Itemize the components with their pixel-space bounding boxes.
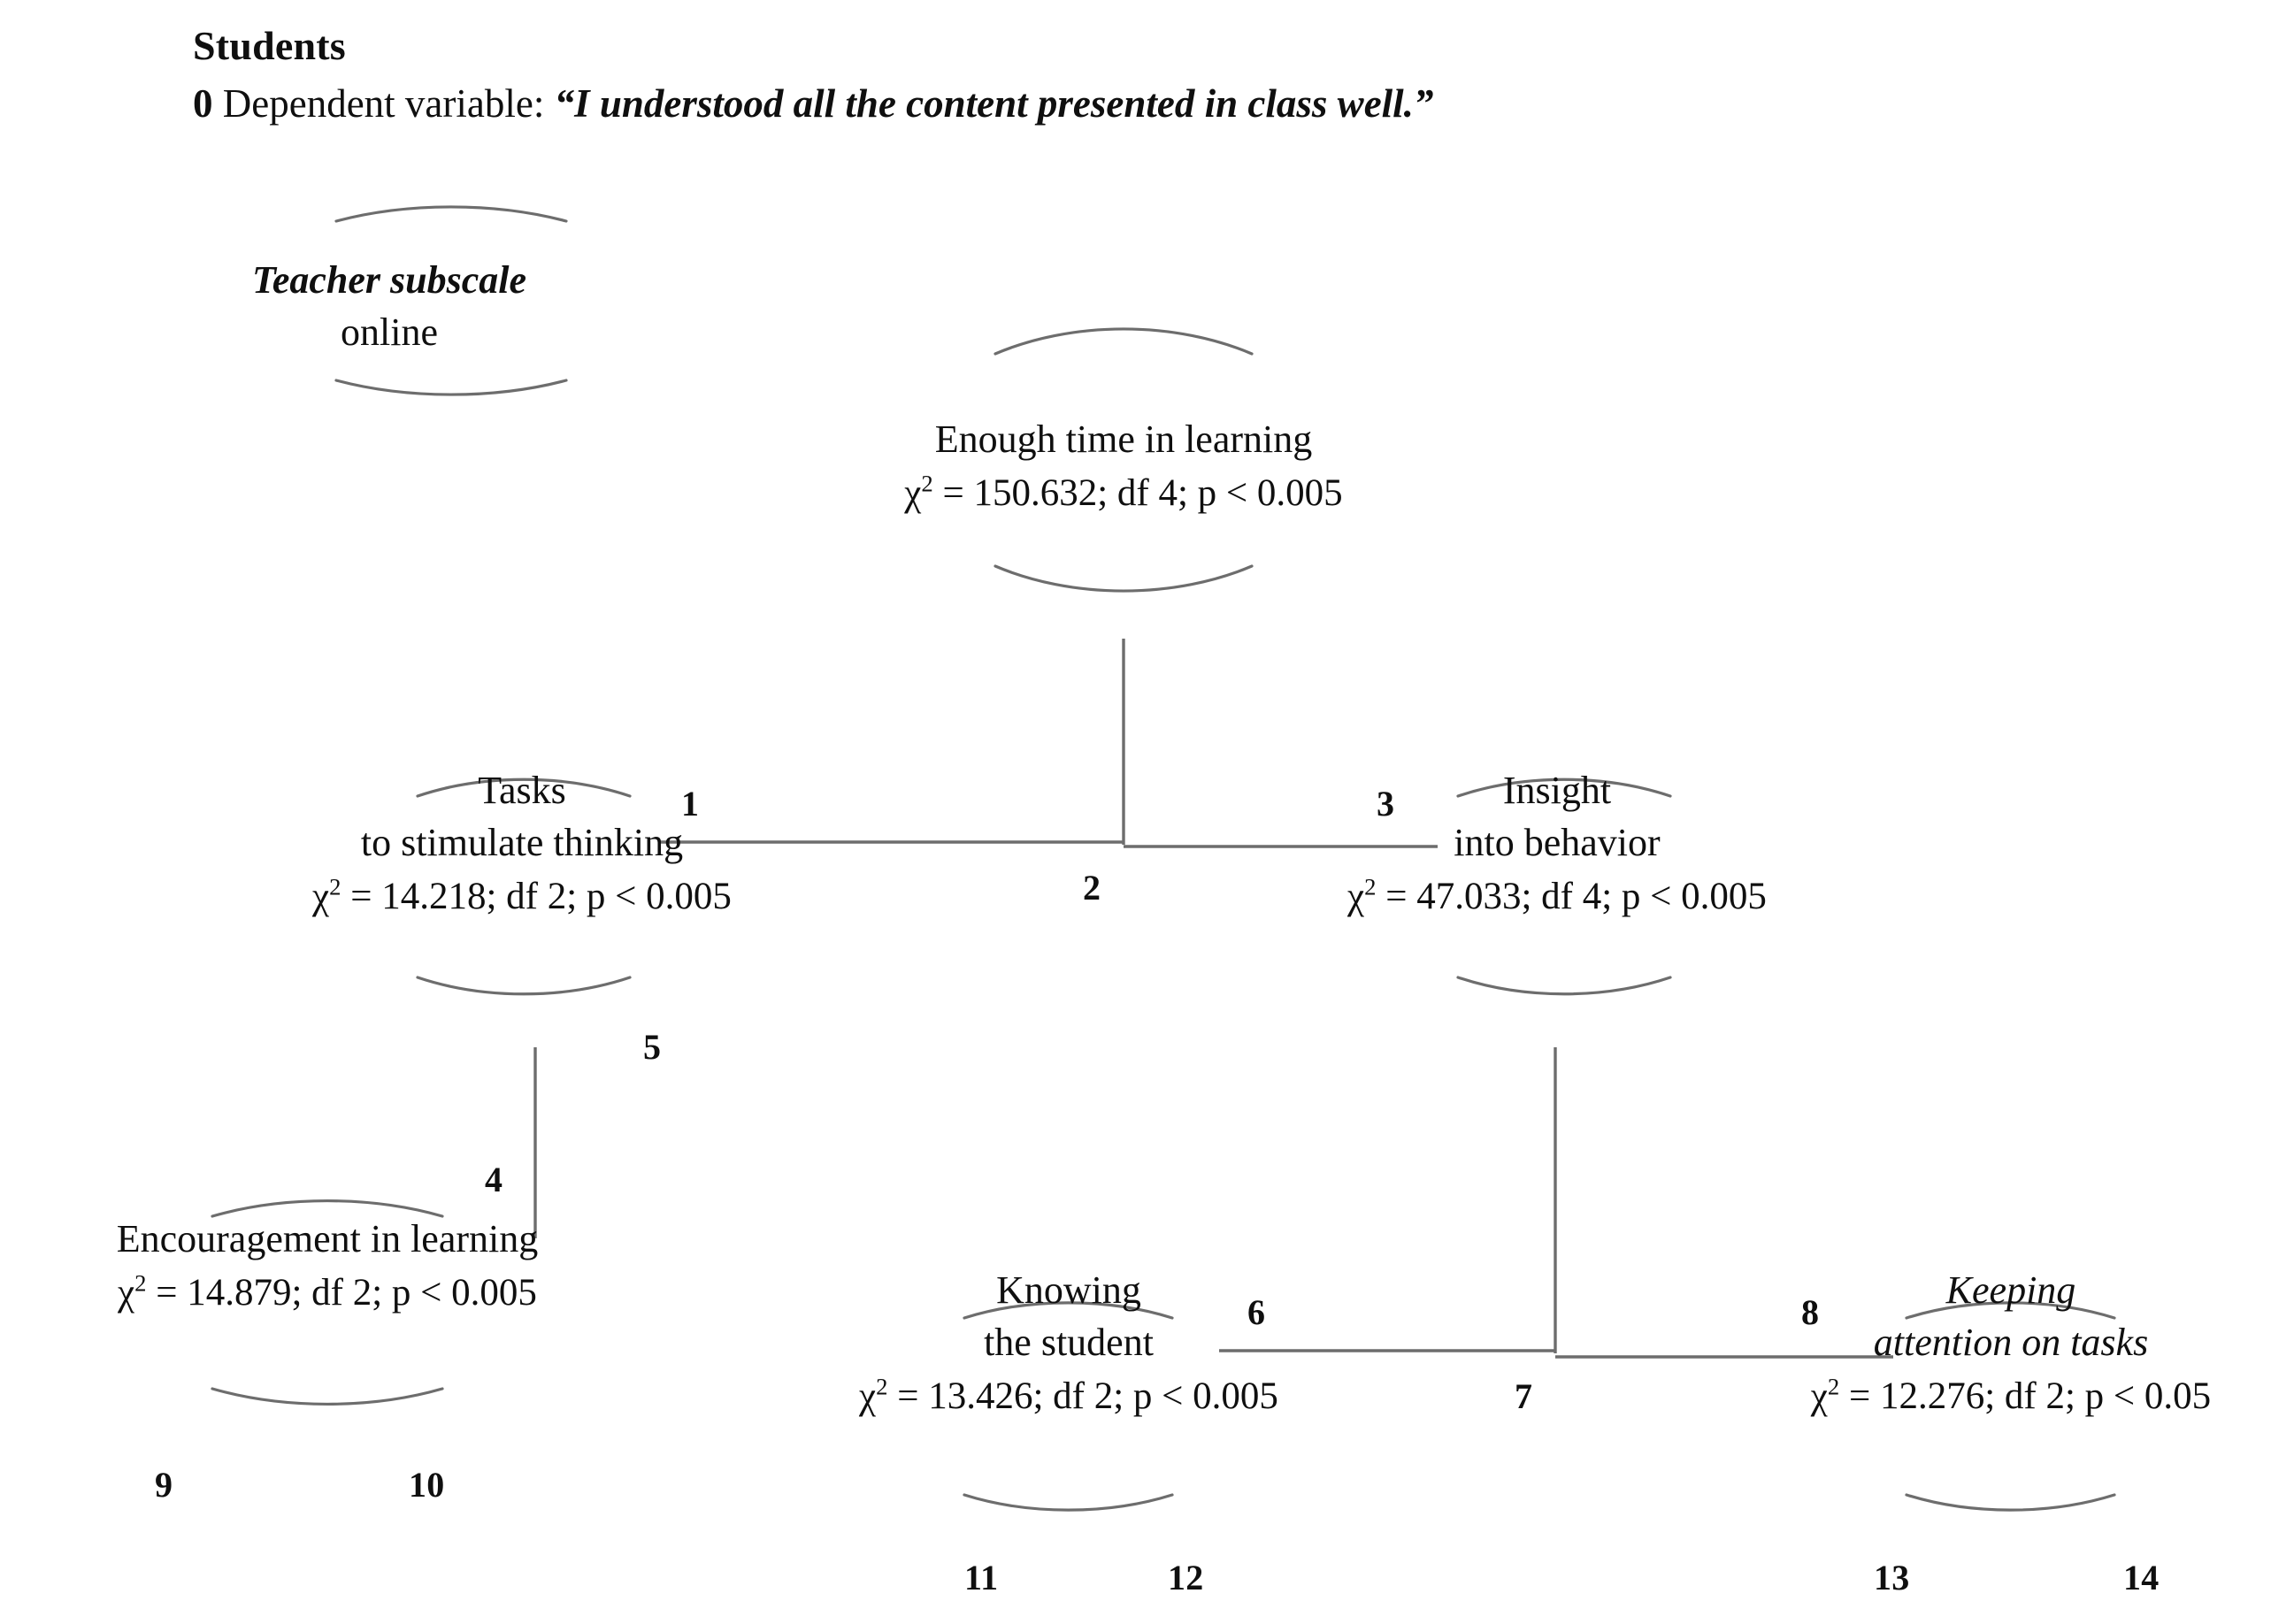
leaf-number-13: 13 xyxy=(1874,1558,1910,1597)
node-legend-line2: online xyxy=(341,310,438,354)
node-tasks-line2: to stimulate thinking xyxy=(360,820,684,864)
node-insight-stat: $\chi^2 = 47.033$; df 4; p < 0.005 xyxy=(1347,873,1767,917)
node-legend xyxy=(203,255,575,359)
ellipse-insight-bottom xyxy=(1458,977,1670,994)
node-tasks-stat: $\chi^2 = 14.218$; df 2; p < 0.005 xyxy=(312,873,732,917)
node-encouragement-label: Encouragement in learning xyxy=(116,1217,539,1260)
ellipse-root-bottom xyxy=(995,566,1252,591)
branch-number-3: 3 xyxy=(1377,784,1395,823)
branch-number-2: 2 xyxy=(1083,868,1101,908)
node-insight-line1: Insight xyxy=(1502,769,1612,812)
ellipse-legend-top xyxy=(336,207,566,221)
branch-number-4: 4 xyxy=(485,1160,503,1199)
ellipse-legend-bottom xyxy=(336,380,566,395)
node-knowing-line2: the student xyxy=(984,1320,1154,1364)
ellipse-keeping-bottom xyxy=(1907,1495,2114,1510)
leaf-number-11: 11 xyxy=(964,1558,999,1597)
dependent-variable-line xyxy=(193,78,1433,130)
node-root-label: Enough time in learning xyxy=(934,417,1313,461)
ellipse-encouragement-bottom xyxy=(212,1389,442,1404)
node-keeping xyxy=(1730,1265,2292,1422)
node-encouragement-stat: $\chi^2 = 14.879$; df 2; p < 0.005 xyxy=(118,1269,537,1314)
node-tasks xyxy=(239,765,805,923)
node-insight xyxy=(1274,765,1840,923)
ellipse-knowing-bottom xyxy=(964,1495,1172,1510)
node-encouragement xyxy=(11,1214,644,1319)
node-knowing-stat: $\chi^2 = 13.426$; df 2; p < 0.005 xyxy=(859,1373,1278,1417)
dependent-variable-label: Dependent variable: xyxy=(222,80,545,126)
figure-header xyxy=(193,19,1433,129)
node-keeping-stat: $\chi^2 = 12.276$; df 2; p < 0.05 xyxy=(1810,1373,2212,1417)
node-root xyxy=(823,414,1424,519)
branch-number-7: 7 xyxy=(1515,1376,1533,1416)
leaf-number-14: 14 xyxy=(2123,1558,2160,1597)
node-keeping-line1: Keeping xyxy=(1945,1268,2076,1312)
root-node-index: 0 xyxy=(193,80,213,126)
leaf-number-10: 10 xyxy=(409,1465,445,1505)
node-root-stat: $\chi^2 = 150.632$; df 4; p < 0.005 xyxy=(904,470,1343,514)
node-knowing-line1: Knowing xyxy=(996,1268,1141,1312)
branch-number-1: 1 xyxy=(681,784,700,823)
node-tasks-line1: Tasks xyxy=(478,769,566,812)
ellipse-tasks-bottom xyxy=(418,977,630,994)
leaf-number-12: 12 xyxy=(1168,1558,1204,1597)
branch-number-8: 8 xyxy=(1801,1292,1820,1332)
node-legend-line1: Teacher subscale xyxy=(251,258,527,302)
dependent-variable-value: “I understood all the content presented in class well.” xyxy=(554,80,1434,126)
page-title: Students xyxy=(193,23,346,68)
node-keeping-line2: attention on tasks xyxy=(1873,1320,2149,1364)
leaf-number-9: 9 xyxy=(155,1465,173,1505)
ellipse-root-top xyxy=(995,329,1252,354)
node-knowing xyxy=(787,1265,1350,1422)
node-insight-line2: into behavior xyxy=(1454,820,1661,864)
branch-number-6: 6 xyxy=(1247,1292,1266,1332)
branch-number-5: 5 xyxy=(643,1027,662,1067)
